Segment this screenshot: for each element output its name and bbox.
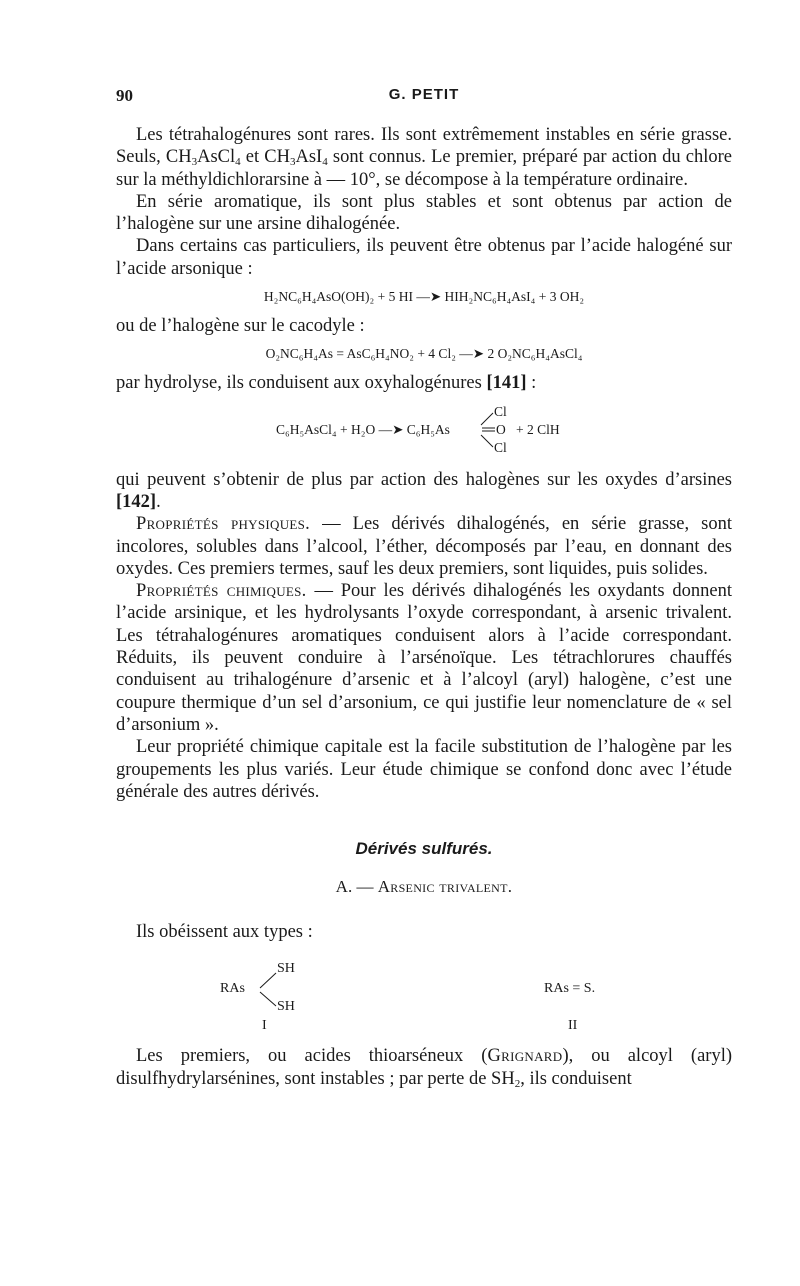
type2-formula: RAs = S.	[544, 981, 596, 997]
paragraph-oxydes-arsines: qui peuvent s’obtenir de plus par action des halogènes sur les oxydes d’arsines [142].	[116, 469, 732, 512]
paragraph-hydrolyse: par hydrolyse, ils conduisent aux oxyhalogénures [141] :	[116, 373, 537, 394]
paragraph-propriete-capitale: Leur propriété chimique capitale est la facile substitution de l’halogène par les groupements les plus variés. Leur étude chimique se confond donc avec l’étude générale des autres dérivés.	[116, 737, 732, 802]
type1-sh-top: SH	[277, 961, 295, 977]
reference-142: [142]	[116, 491, 157, 512]
equation-bonds	[116, 401, 732, 461]
type1-base: RAs	[220, 981, 245, 997]
equation-oxygen: O	[496, 421, 506, 437]
running-title: G. PETIT	[388, 86, 460, 103]
paragraph-proprietes-chimiques: Propriétés chimiques. — Pour les dérivés dihalogénés les oxydants donnent l’acide arsinique, et les hydrolysants l’oxyde correspondant, à arsenic trivalent. Les tétrahalogénures aromatiques conduisent alors à l’acide correspondant. Réduits, ils peuvent conduire à l’arsénoïque. Les tétrachlorures chauffés conduisent au trihalogénure d’arsenic et à l’alcoyl (aryl) halogène, c’est une coupure thermique d’un sel d’arsonium, ce qui justifie leur nomenclature de « sel d’arsonium ».	[116, 581, 732, 735]
paragraph-cacodyle: ou de l’halogène sur le cacodyle :	[116, 316, 365, 337]
page-header	[116, 86, 732, 110]
equation-cl-bottom: Cl	[494, 439, 507, 455]
equation-acide-arsonique: H₂NC₆H₄AsO(OH)₂ + 5 HI —➤ HIH₂NC₆H₄AsI₄ + 3 OH₂	[263, 289, 585, 305]
label-proprietes-physiques: Propriétés physiques.	[136, 514, 311, 535]
equation-cacodyle: O₂NC₆H₄As = AsC₆H₄NO₂ + 4 Cl₂ —➤ 2 O₂NC₆H₄AsCl₄	[265, 346, 583, 362]
page-body	[116, 124, 732, 1090]
equation-cl-top: Cl	[494, 403, 507, 419]
type1-numeral: I	[262, 1018, 267, 1034]
paragraph-proprietes-physiques: Propriétés physiques. — Les dérivés dihalogénés, en série grasse, sont incolores, solubles dans l’alcool, l’éther, décomposés par l’eau, en donnant des oxydes. Ces premiers termes, sauf les deux premiers, sont liquides, puis solides.	[116, 514, 732, 579]
paragraph-cas-particuliers: Dans certains cas particuliers, ils peuvent être obtenus par l’acide halogéné sur l’acide arsonique :	[116, 236, 732, 279]
equation-right-side: + 2 ClH	[516, 421, 560, 437]
type1-bonds	[116, 951, 732, 1031]
equation-oxyhalogenure	[116, 401, 732, 461]
paragraph-acides-thioarseneux: Les premiers, ou acides thioarséneux (Grignard), ou alcoyl (aryl) disulfhydrylarsénines, sont instables ; par perte de $SH_2$, ils conduisent	[116, 1046, 732, 1090]
reference-141: [141]	[486, 373, 527, 394]
type1-sh-bottom: SH	[277, 999, 295, 1015]
types-formulas	[116, 951, 732, 1034]
section-title: Dérivés sulfurés.	[355, 839, 493, 859]
label-proprietes-chimiques: Propriétés chimiques.	[136, 581, 307, 602]
equation-left-side: C₆H₅AsCl₄ + H₂O —➤ C₆H₅As	[276, 421, 450, 437]
page-number: 90	[116, 86, 133, 105]
paragraph-types-intro: Ils obéissent aux types :	[136, 922, 313, 943]
type2-numeral: II	[568, 1018, 578, 1034]
subsection-heading: A. — Arsenic trivalent.	[335, 877, 513, 897]
paragraph-tetrahalogenures: Les tétrahalogénures sont rares. Ils sont extrêmement instables en série grasse. Seuls, $CH_3AsCl_4$ et $CH_3AsI_4$ sont connus. Le premier, préparé par action du chlore sur la méthyldichlorarsine à — 10°, se décompose à la température ordinaire.	[116, 125, 732, 190]
author-grignard: Grignard	[487, 1046, 563, 1067]
paragraph-serie-aromatique: En série aromatique, ils sont plus stables et sont obtenus par action de l’halogène sur une arsine dihalogénée.	[116, 191, 732, 235]
